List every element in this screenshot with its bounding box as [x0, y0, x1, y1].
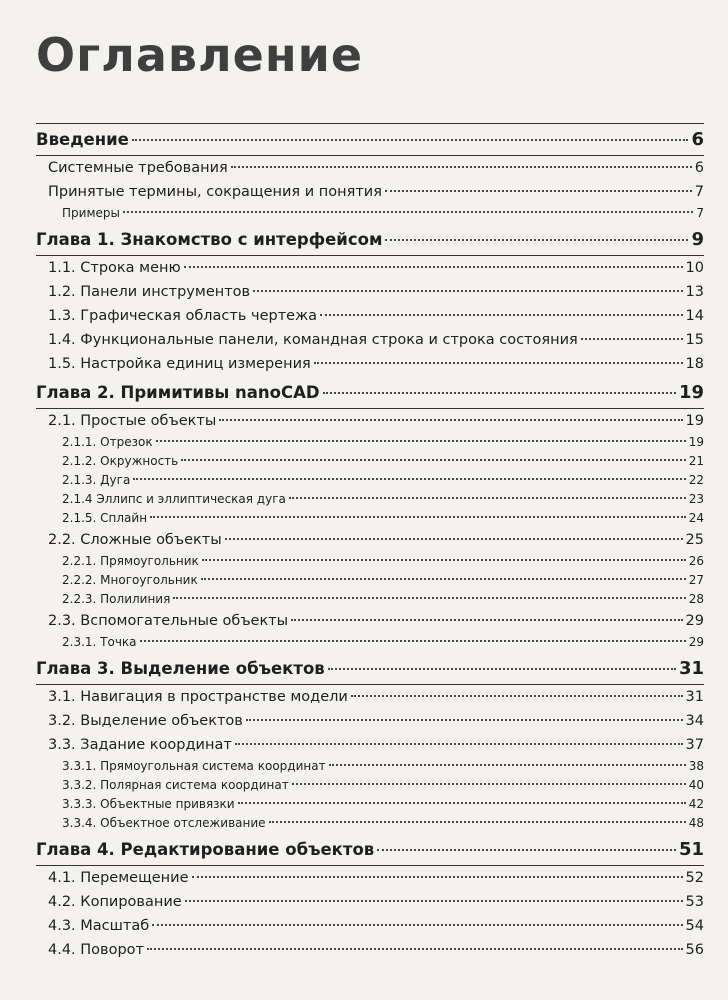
toc-entry-page-number: 9	[691, 229, 704, 250]
toc-entry-page-number: 7	[696, 206, 704, 220]
dot-leader	[385, 190, 692, 192]
toc-section-entry[interactable]	[36, 156, 704, 180]
dot-leader	[269, 821, 686, 823]
toc-entry-page-number: 37	[685, 737, 704, 753]
dot-leader	[185, 900, 683, 902]
toc-entry-title: Глава 1. Знакомство с интерфейсом	[36, 230, 383, 249]
dot-leader	[246, 719, 683, 721]
toc-entry-page-number: 53	[685, 894, 704, 910]
toc-section-entry[interactable]	[36, 685, 704, 709]
toc-subsection-entry[interactable]	[36, 795, 704, 814]
toc-entry-title: 2.1.1. Отрезок	[62, 435, 153, 449]
dot-leader	[238, 802, 686, 804]
toc-entry-page-number: 19	[685, 413, 704, 429]
toc-entry-title: 2.3.1. Точка	[62, 635, 137, 649]
toc-entry-title: 2.3. Вспомогательные объекты	[48, 613, 289, 629]
toc-subsection-entry[interactable]	[36, 471, 704, 490]
dot-leader	[123, 211, 693, 213]
toc-entry-title: 3.3.2. Полярная система координат	[62, 778, 289, 792]
dot-leader	[192, 876, 683, 878]
toc-subsection-entry[interactable]	[36, 509, 704, 528]
toc-entry-title: 4.4. Поворот	[48, 942, 144, 958]
toc-section-entry[interactable]	[36, 890, 704, 914]
toc-entry-page-number: 24	[688, 511, 704, 525]
toc-section-entry[interactable]	[36, 328, 704, 352]
dot-leader	[133, 478, 685, 480]
dot-leader	[231, 166, 692, 168]
dot-leader	[173, 597, 685, 599]
toc-entry-page-number: 18	[685, 356, 704, 372]
toc-entry-title: 4.1. Перемещение	[48, 870, 189, 886]
dot-leader	[147, 948, 683, 950]
dot-leader	[235, 743, 683, 745]
toc-entry-page-number: 29	[688, 635, 704, 649]
toc-entry-page-number: 42	[688, 797, 704, 811]
toc-section-entry[interactable]	[36, 280, 704, 304]
toc-entry-title: Глава 3. Выделение объектов	[36, 659, 325, 678]
dot-leader	[156, 440, 686, 442]
toc-entry-page-number: 21	[688, 454, 704, 468]
toc-entry-page-number: 23	[688, 492, 704, 506]
toc-entry-title: 2.1.2. Окружность	[62, 454, 179, 468]
toc-chapter-entry[interactable]	[36, 223, 704, 256]
dot-leader	[385, 239, 688, 241]
toc-subsection-entry[interactable]	[36, 814, 704, 833]
toc-entry-page-number: 14	[685, 308, 704, 324]
toc-subsection-entry[interactable]	[36, 204, 704, 223]
toc-subsection-entry[interactable]	[36, 633, 704, 652]
toc-entry-page-number: 25	[685, 532, 704, 548]
toc-entry-title: Глава 2. Примитивы nanoCAD	[36, 383, 320, 402]
toc-section-entry[interactable]	[36, 180, 704, 204]
dot-leader	[140, 640, 686, 642]
toc-section-entry[interactable]	[36, 352, 704, 376]
toc-entry-page-number: 6	[694, 160, 704, 176]
toc-subsection-entry[interactable]	[36, 757, 704, 776]
toc-entry-title: 1.2. Панели инструментов	[48, 284, 251, 300]
toc-entry-title: Принятые термины, сокращения и понятия	[48, 184, 382, 200]
toc-section-entry[interactable]	[36, 609, 704, 633]
toc-chapter-entry[interactable]	[36, 376, 704, 409]
dot-leader	[320, 314, 683, 316]
toc-entry-title: 4.3. Масштаб	[48, 918, 150, 934]
toc-entry-title: Глава 4. Редактирование объектов	[36, 840, 375, 859]
toc-entry-title: 2.2.2. Многоугольник	[62, 573, 198, 587]
toc-entry-page-number: 29	[685, 613, 704, 629]
dot-leader	[253, 290, 682, 292]
toc-entry-page-number: 15	[685, 332, 704, 348]
toc-section-entry[interactable]	[36, 304, 704, 328]
toc-subsection-entry[interactable]	[36, 776, 704, 795]
toc-entry-page-number: 51	[678, 839, 704, 860]
toc-entry-page-number: 40	[688, 778, 704, 792]
toc-entry-title: 3.3.3. Объектные привязки	[62, 797, 235, 811]
toc-entry-page-number: 13	[685, 284, 704, 300]
toc-entry-title: 2.2.3. Полилиния	[62, 592, 171, 606]
toc-entry-page-number: 48	[688, 816, 704, 830]
toc-entry-title: Введение	[36, 130, 129, 149]
toc-subsection-entry[interactable]	[36, 552, 704, 571]
dot-leader	[150, 516, 686, 518]
dot-leader	[292, 783, 686, 785]
toc-chapter-entry[interactable]	[36, 652, 704, 685]
toc-entry-title: 1.4. Функциональные панели, командная строка и строка состояния	[48, 332, 578, 348]
dot-leader	[219, 419, 682, 421]
dot-leader	[152, 924, 682, 926]
toc-entry-page-number: 6	[691, 129, 704, 150]
toc-entry-title: 4.2. Копирование	[48, 894, 182, 910]
dot-leader	[329, 764, 686, 766]
toc-entry-page-number: 34	[685, 713, 704, 729]
toc-entry-page-number: 10	[685, 260, 704, 276]
toc-entry-title: 2.1.5. Сплайн	[62, 511, 148, 525]
toc-section-entry[interactable]	[36, 256, 704, 280]
toc-subsection-entry[interactable]	[36, 452, 704, 471]
toc-entry-page-number: 28	[688, 592, 704, 606]
toc-entry-title: 3.3. Задание координат	[48, 737, 232, 753]
dot-leader	[323, 392, 676, 394]
table-of-contents	[36, 123, 704, 962]
dot-leader	[351, 695, 683, 697]
toc-entry-page-number: 27	[688, 573, 704, 587]
toc-entry-title: Примеры	[62, 206, 120, 220]
toc-entry-title: 3.3.4. Объектное отслеживание	[62, 816, 266, 830]
dot-leader	[328, 668, 676, 670]
toc-entry-title: 2.1.4 Эллипс и эллиптическая дуга	[62, 492, 286, 506]
toc-section-entry[interactable]	[36, 866, 704, 890]
toc-entry-title: 3.1. Навигация в пространстве модели	[48, 689, 348, 705]
toc-entry-page-number: 54	[685, 918, 704, 934]
page-title: Оглавление	[36, 28, 364, 82]
toc-entry-page-number: 31	[685, 689, 704, 705]
toc-entry-page-number: 22	[688, 473, 704, 487]
toc-entry-page-number: 38	[688, 759, 704, 773]
dot-leader	[314, 362, 683, 364]
toc-subsection-entry[interactable]	[36, 590, 704, 609]
toc-entry-page-number: 26	[688, 554, 704, 568]
toc-chapter-entry[interactable]	[36, 833, 704, 866]
toc-entry-title: Системные требования	[48, 160, 228, 176]
dot-leader	[225, 538, 683, 540]
toc-chapter-entry[interactable]	[36, 123, 704, 156]
toc-section-entry[interactable]	[36, 914, 704, 938]
toc-entry-title: 1.5. Настройка единиц измерения	[48, 356, 311, 372]
toc-entry-title: 2.1. Простые объекты	[48, 413, 217, 429]
toc-section-entry[interactable]	[36, 733, 704, 757]
toc-entry-page-number: 31	[678, 658, 704, 679]
toc-entry-page-number: 56	[685, 942, 704, 958]
toc-section-entry[interactable]	[36, 528, 704, 552]
dot-leader	[132, 139, 689, 141]
dot-leader	[181, 459, 685, 461]
dot-leader	[202, 559, 686, 561]
toc-section-entry[interactable]	[36, 938, 704, 962]
toc-subsection-entry[interactable]	[36, 433, 704, 452]
toc-entry-title: 2.1.3. Дуга	[62, 473, 131, 487]
toc-entry-title: 1.1. Строка меню	[48, 260, 181, 276]
toc-entry-title: 2.2.1. Прямоугольник	[62, 554, 199, 568]
dot-leader	[201, 578, 686, 580]
toc-section-entry[interactable]	[36, 409, 704, 433]
toc-section-entry[interactable]	[36, 709, 704, 733]
dot-leader	[289, 497, 686, 499]
toc-entry-title: 3.2. Выделение объектов	[48, 713, 243, 729]
dot-leader	[581, 338, 683, 340]
dot-leader	[377, 849, 676, 851]
toc-entry-title: 1.3. Графическая область чертежа	[48, 308, 318, 324]
dot-leader	[184, 266, 683, 268]
toc-entry-title: 2.2. Сложные объекты	[48, 532, 222, 548]
toc-subsection-entry[interactable]	[36, 571, 704, 590]
toc-entry-page-number: 52	[685, 870, 704, 886]
toc-subsection-entry[interactable]	[36, 490, 704, 509]
toc-entry-title: 3.3.1. Прямоугольная система координат	[62, 759, 326, 773]
toc-entry-page-number: 19	[678, 382, 704, 403]
dot-leader	[291, 619, 682, 621]
toc-entry-page-number: 19	[688, 435, 704, 449]
toc-entry-page-number: 7	[694, 184, 704, 200]
